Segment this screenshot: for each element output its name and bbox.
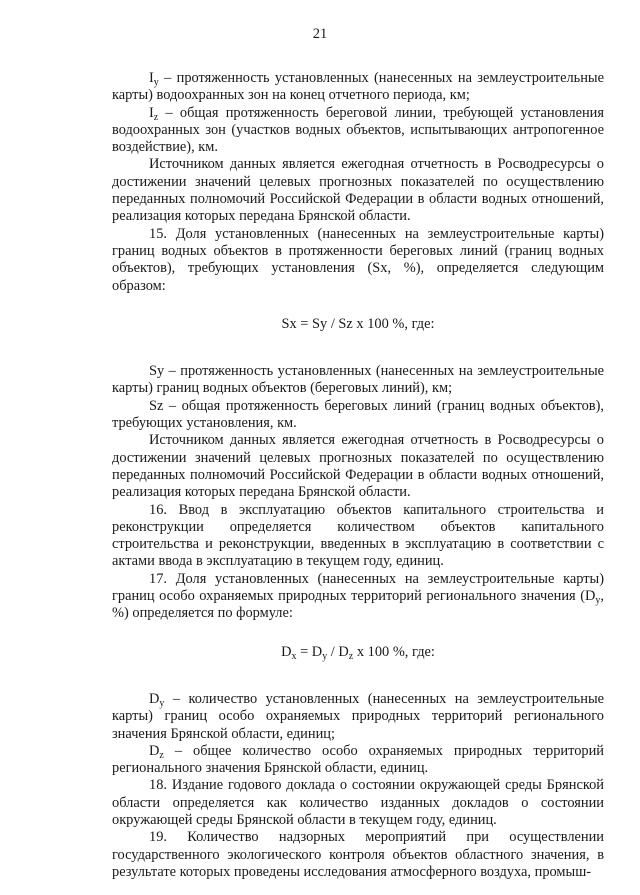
- formula-part: x 100 %, где:: [353, 643, 435, 660]
- formula-part: = D: [296, 643, 323, 660]
- paragraph-iy-definition: [112, 70, 604, 105]
- symbol: I: [149, 104, 154, 121]
- paragraph-sz-definition: Sz – общая протяженность береговых линий (границ водных объектов), требующих установления, км.: [112, 397, 604, 432]
- paragraph-item-18: 18. Издание годового доклада о состоянии окружающей среды Брянской области определяется как количество изданных докладов о состоянии окружающей среды Брянской области в текущем году, единиц.: [112, 777, 604, 828]
- formula-sx: Sx = Sy / Sz x 100 %, где:: [281, 315, 435, 332]
- symbol: I: [149, 70, 154, 86]
- paragraph-item-19: 19. Количество надзорных мероприятий при осуществлении государственного экологического контроля объектов областного значения, в результате которых проведены исследования атмосферного воздуха, промыш-: [112, 829, 604, 880]
- definition-text: – общее количество особо охраняемых природных территорий регионального значения Брянской области, единиц.: [112, 742, 604, 777]
- symbol: D: [149, 690, 160, 707]
- page-number: 21: [312, 26, 328, 42]
- paragraph-dy-definition: [112, 691, 604, 743]
- item-17-text-a: 17. Доля установленных (нанесенных на землеустроительные карты) границ особо охраняемых природных территорий регионального значения (D: [112, 570, 604, 605]
- subscript: y: [595, 595, 601, 607]
- paragraph-item-16: 16. Ввод в эксплуатацию объектов капитального строительства и реконструкции определяется количеством объектов капитального строительства и реконструкции, введенных в эксплуатацию в соответствии с актами ввода в эксплуатацию в текущем году, единиц.: [112, 501, 604, 570]
- subscript: z: [348, 650, 354, 662]
- paragraph-item-15: 15. Доля установленных (нанесенных на землеустроительные карты) границ водных объектов в протяженности береговых линий (границ водных объектов), требующих установления (Sx, %), определяется следующим образом:: [112, 225, 604, 294]
- subscript: y: [322, 650, 328, 662]
- formula-part: D: [281, 643, 292, 660]
- item-17-text-b: , %) определяется по формуле:: [112, 588, 604, 622]
- subscript: y: [159, 697, 165, 709]
- document-body: [112, 70, 604, 881]
- paragraph-item-17: [112, 571, 604, 623]
- paragraph-iz-definition: [112, 105, 604, 157]
- subscript: y: [153, 77, 159, 88]
- paragraph-data-source-2: Источником данных является ежегодная отчетность в Росводресурсы о достижении значений целевых прогнозных показателей по осуществлению переданных полномочий Российской Федерации в области водных отношений, реализация которых передана Брянской области.: [112, 432, 604, 501]
- subscript: z: [159, 749, 164, 761]
- definition-text: – общая протяженность береговой линии, требующей установления водоохранных зон (участков водных объектов, испытывающих антропогенное воздействие), км.: [112, 104, 604, 156]
- subscript: z: [153, 111, 159, 123]
- subscript: x: [291, 650, 297, 662]
- paragraph-data-source-1: Источником данных является ежегодная отчетность в Росводресурсы о достижении значений целевых прогнозных показателей по осуществлению переданных полномочий Российской Федерации в области водных отношений, реализация которых передана Брянской области.: [112, 156, 604, 225]
- paragraph-dz-definition: [112, 743, 604, 778]
- paragraph-sy-definition: Sy – протяженность установленных (нанесенных на землеустроительные карты) границ водных объектов (береговых линий), км;: [112, 363, 604, 397]
- definition-text: – протяженность установленных (нанесенных на землеустроительные карты) водоохранных зон на конец отчетного периода, км;: [112, 70, 604, 104]
- symbol: D: [149, 742, 160, 759]
- definition-text: – количество установленных (нанесенных на землеустроительные карты) границ особо охраняемых природных территорий регионального значения Брянской области, единиц;: [112, 690, 604, 742]
- formula-dx: [112, 644, 604, 661]
- formula-part: / D: [327, 643, 349, 660]
